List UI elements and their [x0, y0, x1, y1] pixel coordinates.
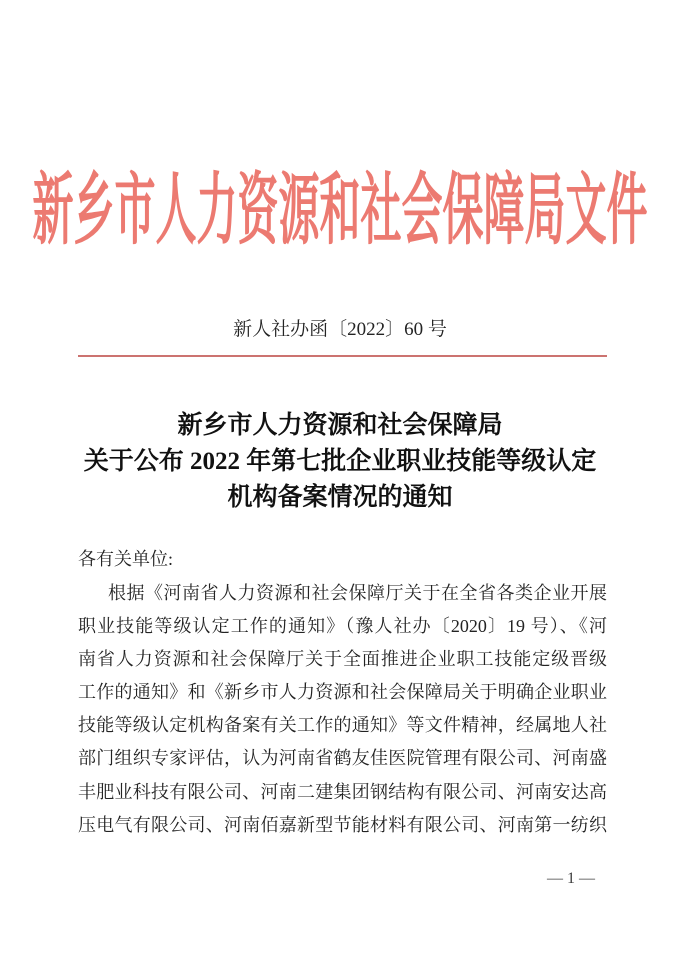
- document-title: [0, 408, 680, 516]
- page-number: — 1 —: [547, 870, 595, 887]
- document-title-line: 机构备案情况的通知: [227, 484, 453, 511]
- document-title-line: 新乡市人力资源和社会保障局: [177, 412, 503, 439]
- body-line: 部门组织专家评估，认为河南省鹤友佳医院管理有限公司、河南盛: [78, 748, 607, 769]
- body-line: 工作的通知》和《新乡市人力资源和社会保障局关于明确企业职业: [78, 682, 607, 703]
- body-line: 技能等级认定机构备案有关工作的通知》等文件精神，经属地人社: [78, 715, 607, 736]
- header-agency-title: 新乡市人力资源和社会保障局文件: [32, 166, 648, 254]
- body-line: 根据《河南省人力资源和社会保障厅关于在全省各类企业开展: [108, 583, 607, 603]
- red-divider-line: [78, 355, 607, 357]
- body-line: 职业技能等级认定工作的通知》（豫人社办〔2020〕19 号）、《河: [78, 616, 607, 637]
- body-line: 压电气有限公司、河南佰嘉新型节能材料有限公司、河南第一纺织: [78, 814, 607, 835]
- document-title-line: 关于公布 2022 年第七批企业职业技能等级认定: [83, 448, 597, 475]
- body-line: 南省人力资源和社会保障厅关于全面推进企业职工技能定级晋级: [78, 649, 607, 670]
- salutation: 各有关单位:: [78, 549, 174, 569]
- body-paragraph: [78, 577, 607, 842]
- body-line: 丰肥业科技有限公司、河南二建集团钢结构有限公司、河南安达高: [78, 781, 607, 802]
- document-number: 新人社办函〔2022〕60 号: [233, 319, 447, 340]
